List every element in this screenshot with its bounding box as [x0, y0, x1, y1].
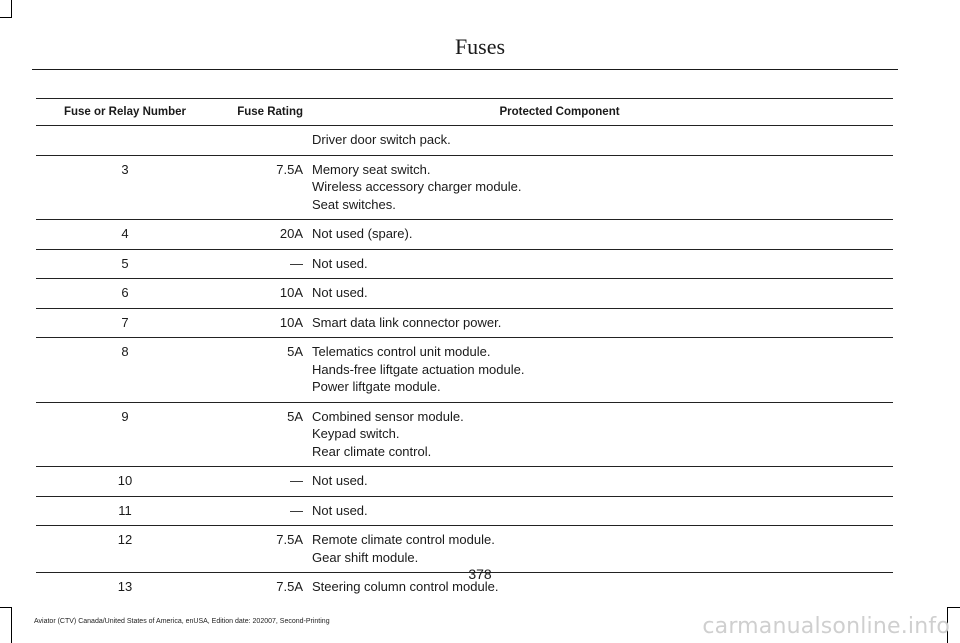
protected-component-cell [306, 502, 893, 520]
component-line: Not used. [312, 502, 368, 518]
protected-component-cell [306, 408, 893, 461]
table-row [36, 249, 893, 279]
header-fuse-rating: Fuse Rating [237, 106, 303, 118]
fuse-rating-cell: 10A [279, 314, 303, 330]
protected-component-cell [306, 255, 893, 273]
crop-mark [0, 17, 12, 18]
page-number: 378 [468, 566, 492, 582]
fuse-number-cell: 5 [121, 255, 129, 271]
protected-component-cell [306, 161, 893, 214]
table-row [36, 496, 893, 526]
component-line: Remote climate control module. [312, 532, 495, 547]
component-line: Not used. [312, 285, 368, 300]
fuse-rating-cell [214, 131, 306, 149]
page-title: Fuses [454, 34, 506, 59]
component-line: Combined sensor module. [312, 408, 464, 424]
table-body [36, 125, 893, 602]
table-row [36, 219, 893, 249]
fuse-number-cell: 10 [117, 473, 133, 488]
fuse-number-cell: 7 [121, 314, 129, 330]
footer-edition-text: Aviator (CTV) Canada/United States of America, enUSA, Edition date: 202007, Second-Printing [34, 618, 330, 625]
fuse-number-cell: 8 [121, 344, 129, 359]
header-protected-component: Protected Component [499, 106, 620, 118]
protected-component-cell [306, 131, 893, 149]
component-line: Gear shift module. [312, 549, 419, 565]
protected-component-cell [306, 225, 893, 243]
fuse-number-cell: 11 [118, 502, 132, 518]
protected-component-cell [306, 343, 893, 396]
fuse-number-cell: 6 [121, 285, 129, 300]
table-row [36, 466, 893, 496]
fuse-table [36, 98, 893, 602]
fuse-rating-cell: 5A [287, 408, 303, 424]
table-row [36, 155, 893, 220]
component-line: Rear climate control. [312, 443, 432, 459]
component-line: Hands-free liftgate actuation module. [312, 361, 525, 377]
watermark: carmanualsonline.info [702, 614, 950, 639]
header-fuse-number: Fuse or Relay Number [63, 106, 187, 118]
component-line: Power liftgate module. [312, 379, 441, 394]
crop-mark [11, 0, 12, 18]
table-row [36, 525, 893, 572]
protected-component-cell [306, 284, 893, 302]
table-row [36, 337, 893, 402]
component-line: Telematics control unit module. [312, 344, 491, 359]
fuse-number-cell: 12 [117, 532, 133, 547]
crop-mark [0, 607, 12, 608]
fuse-number-cell: 13 [117, 579, 133, 594]
fuse-number-cell: 4 [121, 226, 129, 241]
table-header-row [36, 98, 893, 125]
fuse-rating-cell: 7.5A [276, 161, 303, 177]
fuse-number-cell: 9 [121, 408, 129, 424]
fuse-rating-cell: 7.5A [276, 579, 303, 594]
fuse-rating-cell: — [290, 255, 303, 271]
component-line: Not used. [312, 473, 368, 488]
component-line: Not used (spare). [312, 226, 413, 241]
protected-component-cell [306, 472, 893, 490]
protected-component-cell [306, 314, 893, 332]
component-line: Keypad switch. [312, 426, 400, 441]
component-line: Smart data link connector power. [312, 314, 502, 330]
fuse-number-cell: 3 [121, 161, 129, 177]
fuse-rating-cell: 10A [279, 285, 303, 300]
fuse-rating-cell: 5A [287, 344, 303, 359]
fuse-rating-cell: 20A [279, 226, 303, 241]
fuse-number-cell [36, 131, 214, 149]
table-row [36, 278, 893, 308]
crop-mark [947, 607, 960, 608]
component-line: Memory seat switch. [312, 161, 431, 177]
crop-mark [11, 607, 12, 643]
component-line: Steering column control module. [312, 579, 499, 594]
table-row [36, 402, 893, 467]
component-line: Not used. [312, 255, 368, 271]
fuse-rating-cell: — [290, 473, 303, 488]
table-row [36, 125, 893, 155]
table-row [36, 308, 893, 338]
component-line: Wireless accessory charger module. [312, 179, 522, 194]
fuse-rating-cell: — [290, 502, 303, 518]
title-divider [32, 69, 898, 70]
protected-component-cell [306, 531, 893, 566]
fuse-rating-cell: 7.5A [276, 532, 303, 547]
component-line: Driver door switch pack. [312, 132, 451, 147]
component-line: Seat switches. [312, 196, 396, 212]
